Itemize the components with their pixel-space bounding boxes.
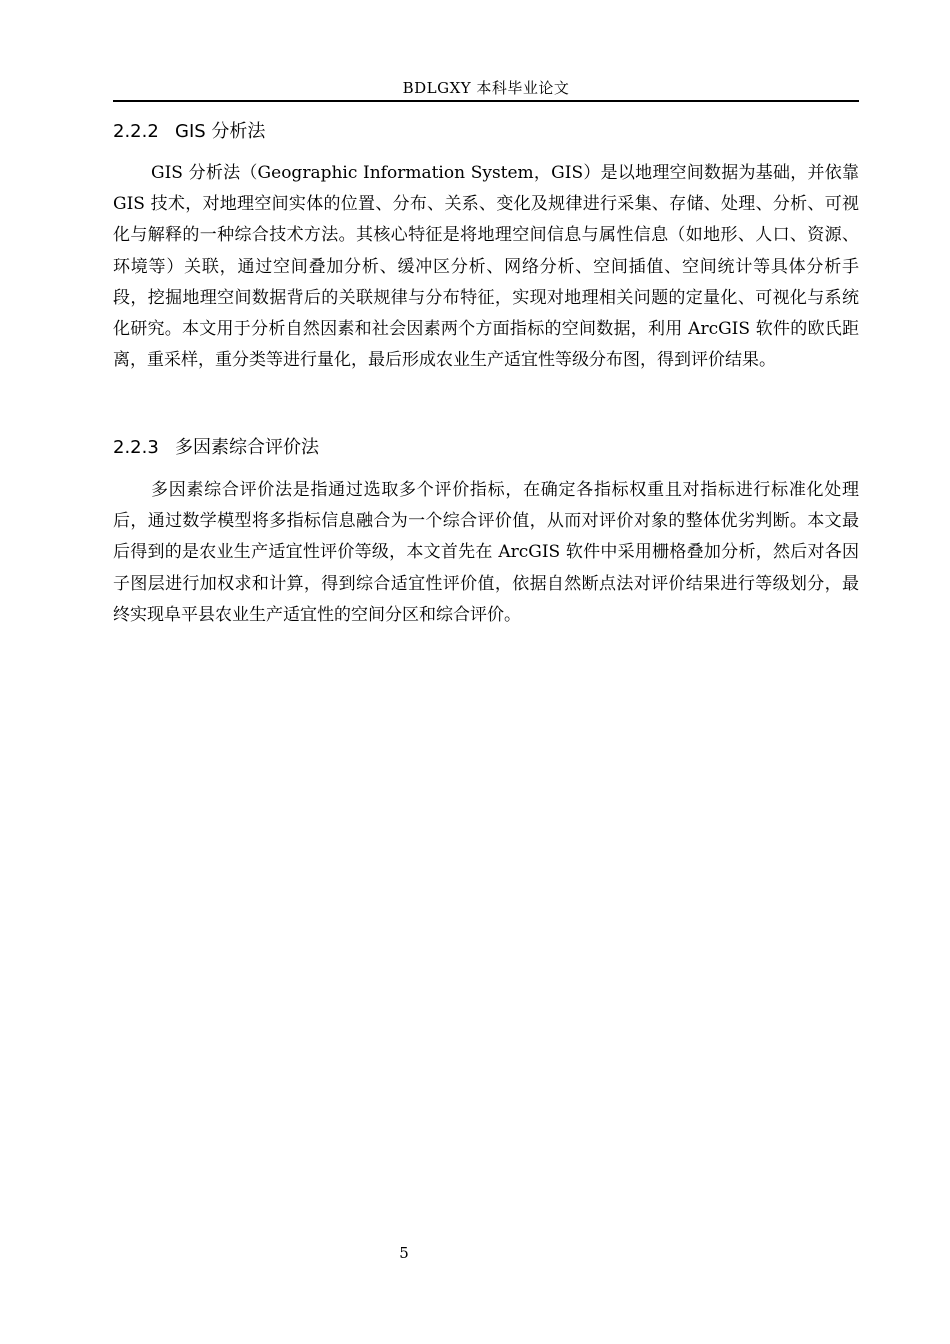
section-title: GIS 分析法 — [175, 121, 266, 142]
body-paragraph: GIS 分析法（Geographic Information System，GIS）是以地理空间数据为基础，并依靠 GIS 技术，对地理空间实体的位置、分布、关系、变化及规律进行采集、存储、处理、分析、可视化与解释的一种综合技术方法。其核心特征是将地理空间信息与属性信息（如地形、人口、资源、环境等）关联，通过空间叠加分析、缓冲区分析、网络分析、空间插值、空间统计等具体分析手段，挖掘地理空间数据背后的关联规律与分布特征，实现对地理相关问题的定量化、可视化与系统化研究。本文用于分析自然因素和社会因素两个方面指标的空间数据，利用 ArcGIS 软件的欧氏距离，重采样，重分类等进行量化，最后形成农业生产适宜性等级分布图，得到评价结果。 — [113, 163, 859, 371]
section-number: 2.2.2 — [113, 121, 159, 142]
header-rule — [113, 100, 859, 102]
section-number: 2.2.3 — [113, 437, 159, 458]
section-title: 多因素综合评价法 — [175, 437, 319, 458]
section-heading-2-2-2 — [113, 120, 265, 144]
running-header: BDLGXY 本科毕业论文 — [402, 79, 570, 97]
page-number: 5 — [399, 1244, 409, 1262]
section-heading-2-2-3 — [113, 436, 319, 460]
body-paragraph: 多因素综合评价法是指通过选取多个评价指标，在确定各指标权重且对指标进行标准化处理后，通过数学模型将多指标信息融合为一个综合评价值，从而对评价对象的整体优劣判断。本文最后得到的是农业生产适宜性评价等级，本文首先在 ArcGIS 软件中采用栅格叠加分析，然后对各因子图层进行加权求和计算，得到综合适宜性评价值，依据自然断点法对评价结果进行等级划分，最终实现阜平县农业生产适宜性的空间分区和综合评价。 — [113, 480, 859, 625]
